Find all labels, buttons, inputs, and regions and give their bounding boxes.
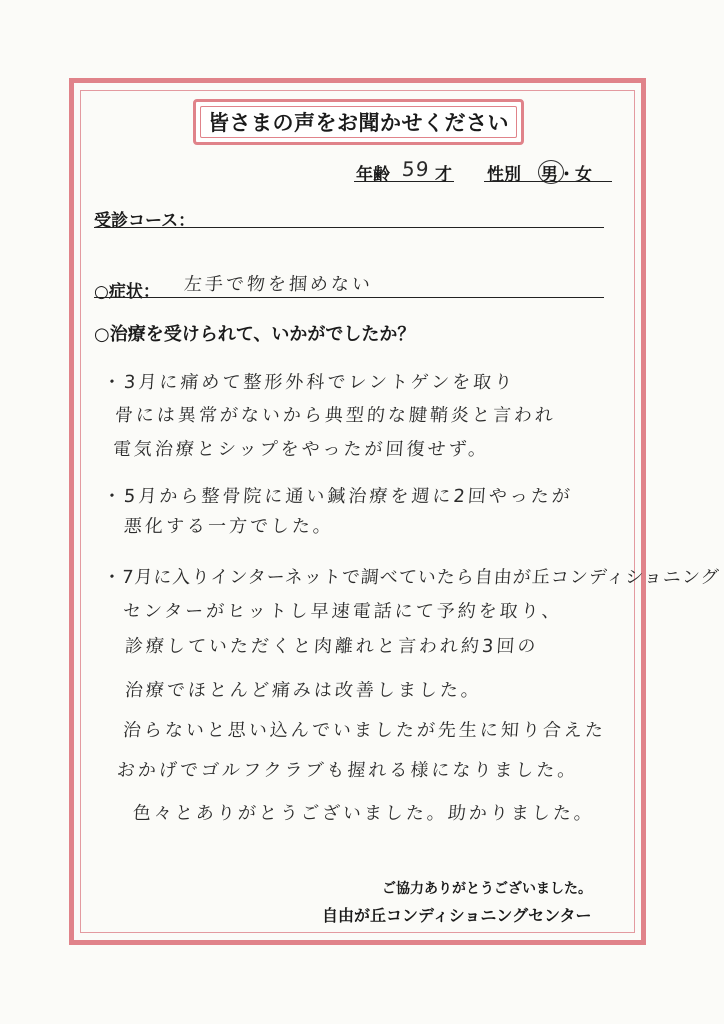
answer-line: 色々とありがとうございました。助かりました。: [132, 803, 596, 824]
footer-organization: 自由が丘コンディショニングセンター: [322, 906, 592, 925]
age-underline: [354, 181, 454, 182]
answer-line: おかげでゴルフクラブも握れる様になりました。: [116, 760, 580, 781]
symptom-label: ○症状：: [94, 282, 160, 302]
answer-line: 電気治療とシップをやったが回復せず。: [112, 439, 490, 460]
answer-line: 診療していただくと肉離れと言われ約3回の: [124, 636, 540, 657]
age-unit: 才: [435, 165, 452, 185]
gender-options: 男・女: [541, 165, 592, 185]
answer-line: 骨には異常がないから典型的な腱鞘炎と言われ: [114, 405, 557, 426]
age-value: 59: [401, 157, 431, 181]
answer-line: 治療でほとんど痛みは改善しました。: [124, 680, 483, 701]
form-title: 皆さまの声をお聞かせください: [200, 106, 517, 138]
course-label: 受診コース：: [94, 211, 196, 231]
answer-line: 悪化する一方でした。: [123, 516, 335, 537]
question-heading: ○治療を受けられて、いかがでしたか？: [94, 324, 416, 345]
course-underline: [94, 227, 604, 228]
answer-line: ・5月から整骨院に通い鍼治療を週に2回やったが: [102, 486, 574, 507]
footer-thanks: ご協力ありがとうございました。: [382, 881, 592, 897]
gender-label: 性別: [487, 165, 521, 185]
answer-line: ・3月に痛めて整形外科でレントゲンを取り: [102, 372, 516, 393]
symptom-underline: [94, 297, 604, 298]
answer-line: センターがヒットし早速電話にて予約を取り、: [122, 601, 564, 622]
answer-line: ・7月に入りインターネットで調べていたら自由が丘コンディショニング: [102, 567, 721, 588]
form-title-box: [193, 99, 524, 145]
gender-underline: [484, 181, 612, 182]
age-label: 年齢: [356, 165, 390, 185]
symptom-value: 左手で物を掴めない: [183, 274, 374, 295]
answer-line: 治らないと思い込んでいましたが先生に知り合えた: [122, 720, 607, 741]
